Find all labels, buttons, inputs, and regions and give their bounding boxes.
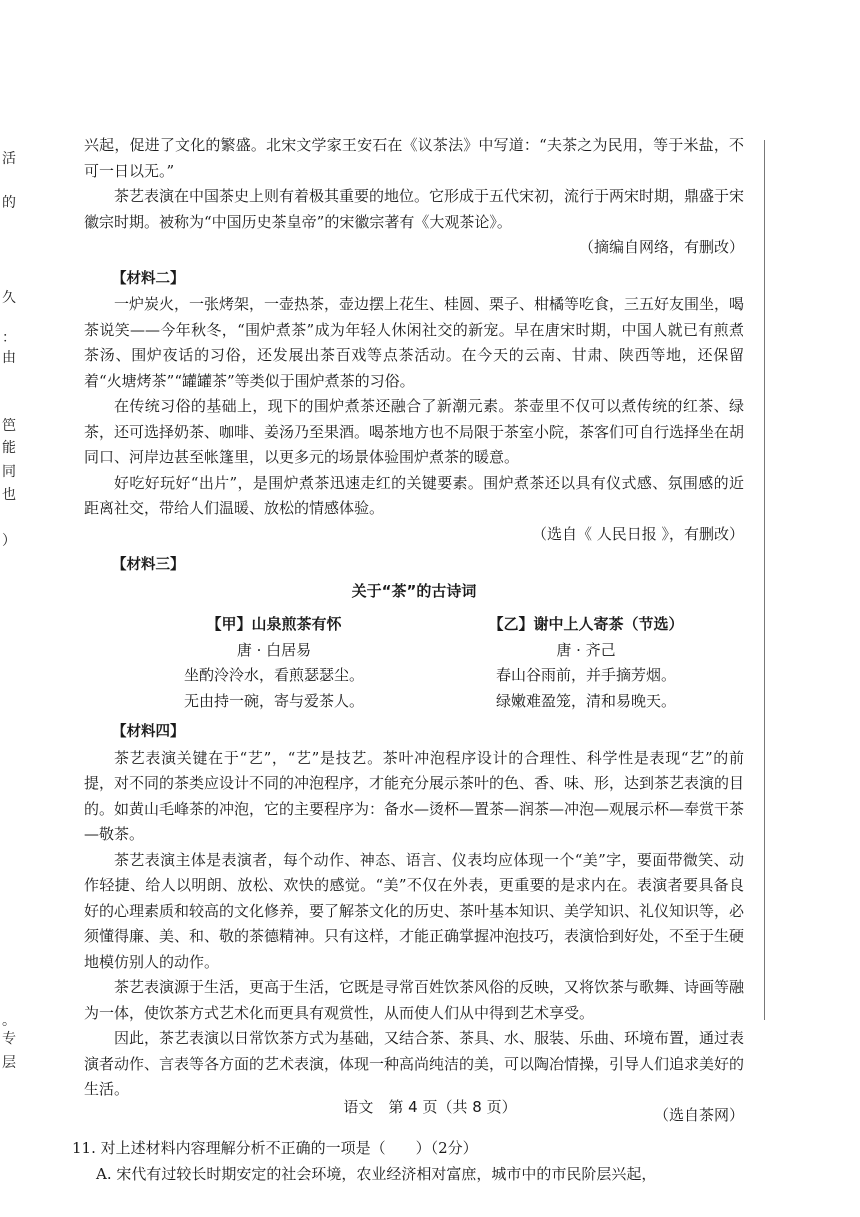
margin-char: ） [2, 533, 16, 549]
material4-paragraph-3: 茶艺表演源于生活，更高于生活，它既是寻常百姓饮茶风俗的反映，又将饮茶与歌舞、诗画等融为一体，使饮茶方式艺术化而更具有观赏性，从而使人们从中得到艺术享受。 [84, 978, 745, 1022]
right-rule-line [764, 140, 765, 1020]
poems-row [84, 612, 744, 714]
material1-paragraph-2: 茶艺表演在中国茶史上则有着极其重要的地位。它形成于五代宋初，流行于两宋时期，鼎盛于宋徽宗时期。被称为“中国历史茶皇帝”的宋徽宗著有《大观茶论》。 [84, 187, 745, 231]
poem-b-line-2: 绿嫩难盈笼，清和易晚天。 [495, 691, 676, 710]
margin-char: 。 [2, 1013, 16, 1029]
material4-paragraph-2: 茶艺表演主体是表演者，每个动作、神态、语言、仪表均应体现一个“美”字，要面带微笑、动作轻捷、给人以明朗、放松、欢快的感觉。“美”不仅在外表，更重要的是求内在。表演者要具备良好的心理素质和较高的文化修养，要了解茶文化的历史、茶叶基本知识、美学知识、礼仪知识等，必须懂得廉、美、和、敬的茶德精神。只有这样，才能正确掌握冲泡技巧，表演恰到好处，不至于生硬地模仿别人的动作。 [84, 850, 745, 971]
poem-b-line-1: 春山谷雨前，并手摘芳烟。 [495, 666, 676, 684]
material3-heading: 【材料三】 [112, 557, 185, 573]
material4-paragraph-1: 茶艺表演关键在于“艺”，“艺”是技艺。茶叶冲泡程序设计的合理性、科学性是表现“艺”的前提，对不同的茶类应设计不同的冲泡程序，才能充分展示茶叶的色、香、味、形，达到茶艺表演的目的。如黄山毛峰茶的冲泡，它的主要程序为：备水—烫杯—置茶—润茶—冲泡—观展示杯—奉赏干茶—敬茶。 [84, 748, 745, 843]
poem-b-author: 唐 · 齐己 [556, 640, 616, 659]
margin-char: 笆 [2, 418, 16, 434]
material2-paragraph-1: 一炉炭火，一张烤架，一壶热茶，壶边摆上花生、桂圆、栗子、柑橘等吃食，三五好友围坐，喝茶说笑——今年秋冬，“围炉煮茶”成为年轻人休闲社交的新宠。早在唐宋时期，中国人就已有煎煮茶汤、围炉夜话的习俗，还发展出茶百戏等点茶活动。在今天的云南、甘肃、陕西等地，还保留着“火塘烤茶”“罐罐茶”等类似于围炉煮茶的习俗。 [84, 295, 745, 390]
poem-a-author: 唐 · 白居易 [236, 640, 312, 659]
page-footer: 语文 第 4 页（共 8 页） [343, 1098, 517, 1116]
material4-heading: 【材料四】 [112, 724, 185, 740]
margin-char: 同 [2, 464, 16, 480]
poem-b [436, 612, 736, 714]
margin-char: 活 [2, 151, 16, 167]
margin-char: 层 [2, 1055, 16, 1071]
poem-a-line-1: 坐酌泠泠水，看煎瑟瑟尘。 [183, 666, 364, 684]
poem-b-title: 【乙】谢中上人寄茶（节选） [488, 615, 684, 633]
poem-a [124, 612, 424, 714]
material2-paragraph-2: 在传统习俗的基础上，现下的围炉煮茶还融合了新潮元素。茶壶里不仅可以煮传统的红茶、绿茶，还可选择奶茶、咖啡、姜汤乃至果酒。喝茶地方也不局限于茶室小院，茶客们可自行选择坐在胡同口、河岸边甚至帐篷里，以更多元的场景体验围炉煮茶的暖意。 [84, 397, 745, 466]
margin-char: 能 [2, 440, 16, 456]
material4-source: （选自茶网） [653, 1105, 744, 1124]
margin-char: ：由 [2, 330, 16, 366]
margin-char: 专 [2, 1031, 16, 1047]
margin-char: 的 [2, 195, 16, 211]
material1-source: （摘编自网络，有删改） [578, 238, 744, 256]
material4-paragraph-4: 因此，茶艺表演以日常饮茶方式为基础，又结合茶、茶具、水、服装、乐曲、环境布置，通过表演者动作、言表等各方面的艺术表演，体现一种高尚纯洁的美，可以陶冶情操，引导人们追求美好的生活。 [84, 1029, 745, 1098]
poems-section-title: 关于“茶”的古诗词 [351, 581, 477, 600]
question-11-option-a: A. 宋代有过较长时期安定的社会环境，农业经济相对富庶，城市中的市民阶层兴起， [96, 1164, 657, 1183]
page-content [72, 133, 745, 1187]
material2-paragraph-3: 好吃好玩好“出片”，是围炉煮茶迅速走红的关键要素。围炉煮茶还以具有仪式感、氛围感的近距离社交，带给人们温暖、放松的情感体验。 [84, 473, 744, 517]
material2-heading: 【材料二】 [112, 270, 185, 287]
question-11-stem [72, 1136, 744, 1162]
left-margin-bleed [0, 0, 20, 1217]
margin-char: 也 [2, 487, 16, 503]
poem-a-line-2: 无由持一碗，寄与爱茶人。 [183, 691, 364, 710]
margin-char: 久 [2, 290, 16, 306]
material2-source: （选自《 人民日报 》，有删改） [531, 524, 744, 543]
question-11-text: 11. 对上述材料内容理解分析不正确的一项是（ ）（2分） [72, 1139, 478, 1157]
poem-a-title: 【甲】山泉煎茶有怀 [206, 615, 342, 633]
material1-paragraph-1: 兴起，促进了文化的繁盛。北宋文学家王安石在《议茶法》中写道：“夫茶之为民用，等于米盐，不可一日以无。” [84, 136, 744, 180]
